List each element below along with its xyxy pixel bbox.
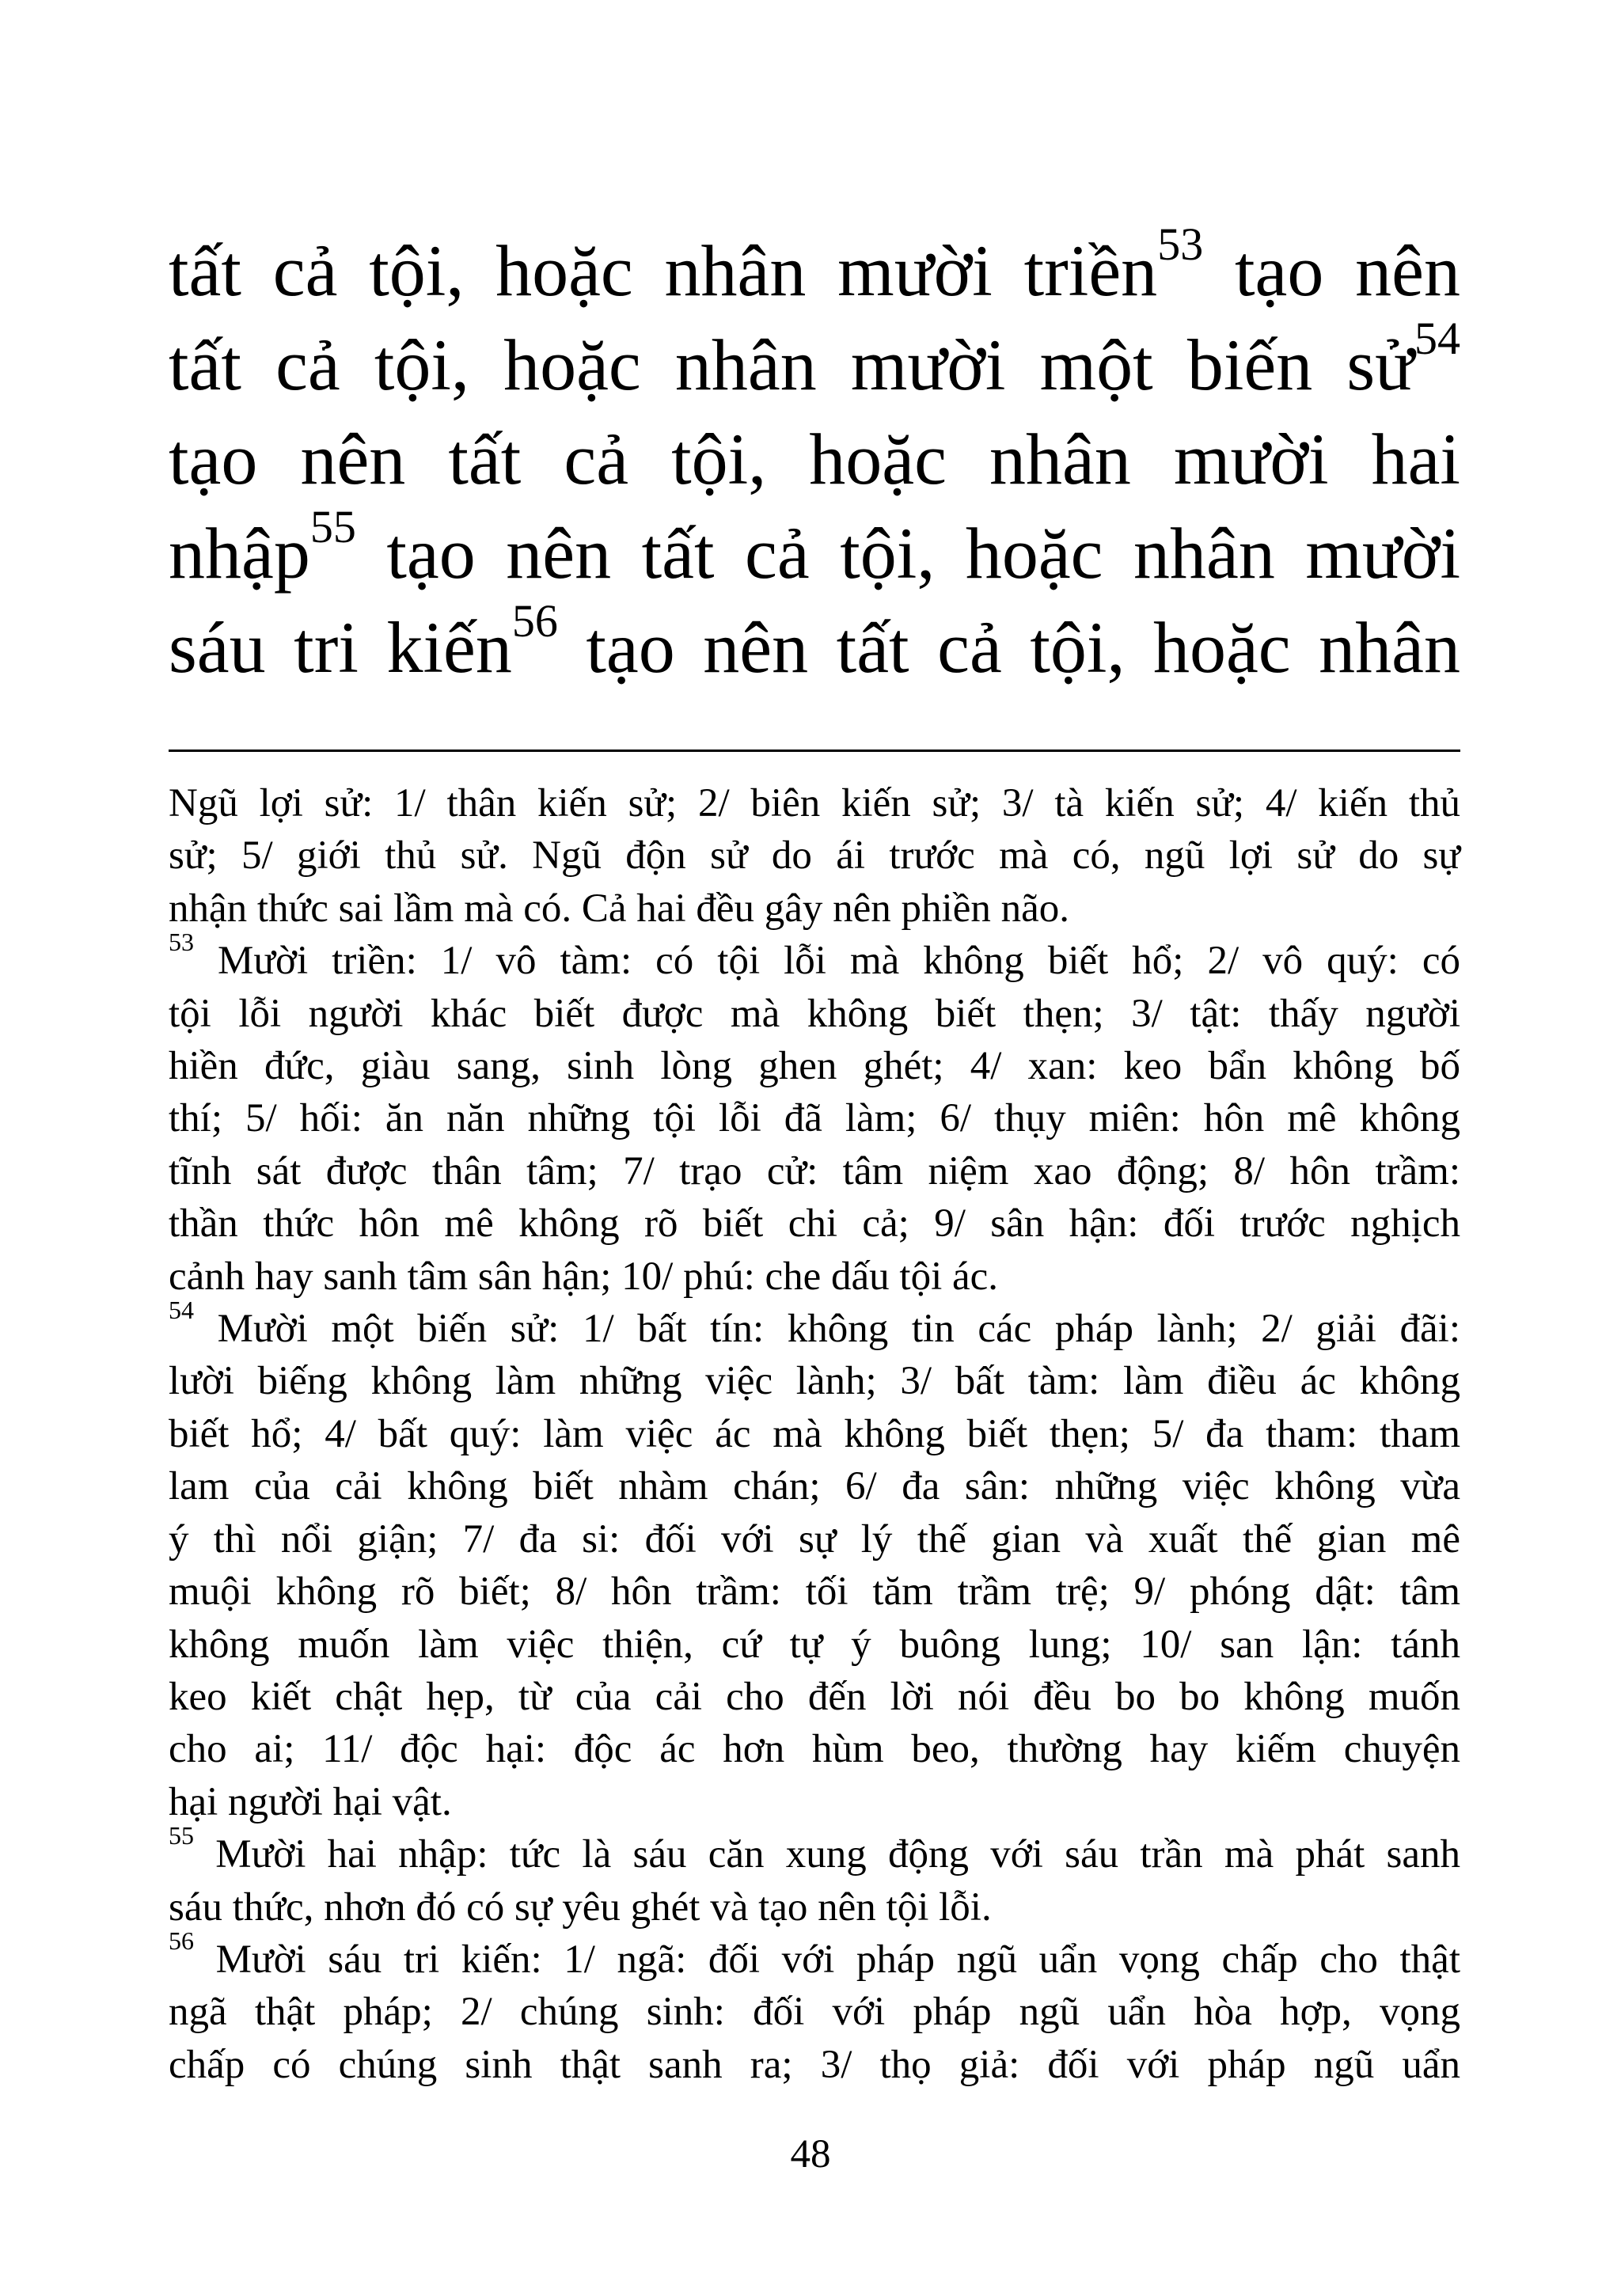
footnote-line xyxy=(169,882,1460,935)
footnote-text: chấp có chúng sinh thật sanh ra; 3/ thọ giả: đối với pháp ngũ uẩn xyxy=(169,2042,1460,2087)
footnote-text: Mười triền: 1/ vô tàm: có tội lỗi mà không biết hổ; 2/ vô quý: có xyxy=(194,939,1460,984)
main-text-line xyxy=(169,594,1460,695)
footnote-text: không muốn làm việc thiện, cứ tự ý buông lung; 10/ san lận: tánh xyxy=(169,1622,1460,1667)
footnote-ref-53: 53 xyxy=(1157,218,1204,270)
footnote-ref-54: 54 xyxy=(1414,312,1460,364)
main-text-segment: tất cả tội, hoặc nhân mười một biến sử xyxy=(169,324,1414,405)
footnote-text: ý thì nổi giận; 7/ đa si: đối với sự lý thế gian và xuất thế gian mê xyxy=(169,1516,1460,1562)
footnote-text: ngã thật pháp; 2/ chúng sinh: đối với pháp ngũ uẩn hòa hợp, vọng xyxy=(169,1990,1460,2035)
main-text-segment: sáu tri kiến xyxy=(169,607,512,688)
footnote-text: biết hổ; 4/ bất quý: làm việc ác mà không biết thẹn; 5/ đa tham: tham xyxy=(169,1411,1460,1456)
footnote-line xyxy=(169,1250,1460,1303)
footnote-ref-56: 56 xyxy=(511,594,558,647)
footnote-line xyxy=(169,1145,1460,1197)
main-text-line xyxy=(169,218,1460,318)
footnote-line xyxy=(169,1296,1460,1355)
main-text-line xyxy=(169,500,1460,601)
main-text-segment: tạo nên tất cả tội, hoặc nhân mười xyxy=(355,513,1460,594)
main-text-line xyxy=(169,412,1460,507)
footnote-line xyxy=(169,1513,1460,1565)
footnote-line xyxy=(169,1355,1460,1407)
main-text-segment: tạo nên tất cả tội, hoặc nhân mười hai xyxy=(169,419,1460,499)
footnote-text: thần thức hôn mê không rõ biết chi cả; 9/ sân hận: đối trước nghịch xyxy=(169,1201,1460,1247)
footnote-text: cho ai; 11/ độc hại: độc ác hơn hùm beo, thường hay kiếm chuyện xyxy=(169,1727,1460,1772)
footnote-line xyxy=(169,1723,1460,1775)
footnote-number: 54 xyxy=(169,1296,194,1325)
footnote-line xyxy=(169,1565,1460,1618)
footnote-text: hiền đức, giàu sang, sinh lòng ghen ghét; 4/ xan: keo bẩn không bố xyxy=(169,1044,1460,1089)
footnote-number: 53 xyxy=(169,928,194,957)
footnote-number: 56 xyxy=(169,1926,194,1956)
footnote-text: tội lỗi người khác biết được mà không biết thẹn; 3/ tật: thấy người xyxy=(169,991,1460,1036)
footnote-line xyxy=(169,1197,1460,1250)
footnote-text: sáu thức, nhơn đó có sự yêu ghét và tạo nên tội lỗi. xyxy=(169,1884,992,1930)
main-text-segment: tạo nên tất cả tội, hoặc nhân xyxy=(557,607,1460,688)
main-text-segment: tạo nên xyxy=(1203,230,1460,311)
footnote-text: Mười sáu tri kiến: 1/ ngã: đối với pháp ngũ uẩn vọng chấp cho thật xyxy=(194,1937,1460,1982)
footnote-text: nhận thức sai lầm mà có. Cả hai đều gây nên phiền não. xyxy=(169,886,1069,931)
footnote-text: lười biếng không làm những việc lành; 3/ bất tàm: làm điều ác không xyxy=(169,1359,1460,1404)
footnote-text: tĩnh sát được thân tâm; 7/ trạo cử: tâm niệm xao động; 8/ hôn trầm: xyxy=(169,1148,1460,1194)
footnote-text: Ngũ lợi sử: 1/ thân kiến sử; 2/ biên kiến sử; 3/ tà kiến sử; 4/ kiến thủ xyxy=(169,781,1460,825)
footnote-line xyxy=(169,988,1460,1040)
footnote-text: thí; 5/ hối: ăn năn những tội lỗi đã làm; 6/ thụy miên: hôn mê không xyxy=(169,1096,1460,1141)
main-text-segment: nhập xyxy=(169,513,310,594)
footnote-line xyxy=(169,829,1460,882)
footnote-line xyxy=(169,1881,1460,1934)
footnote-line xyxy=(169,928,1460,987)
footnote-text: keo kiết chật hẹp, từ của cải cho đến lời nói đều bo bo không muốn xyxy=(169,1674,1460,1719)
footnote-text: sử; 5/ giới thủ sử. Ngũ độn sử do ái trước mà có, ngũ lợi sử do sự xyxy=(169,833,1460,879)
footnote-separator xyxy=(169,750,1460,752)
footnote-line xyxy=(169,1926,1460,1986)
footnote-text: cảnh hay sanh tâm sân hận; 10/ phú: che dấu tội ác. xyxy=(169,1254,999,1299)
footnote-text: lam của cải không biết nhàm chán; 6/ đa sân: những việc không vừa xyxy=(169,1464,1460,1509)
footnote-line xyxy=(169,1776,1460,1828)
footnote-text: Mười một biến sử: 1/ bất tín: không tin các pháp lành; 2/ giải đãi: xyxy=(194,1307,1460,1352)
footnote-line xyxy=(169,1040,1460,1092)
footnote-text: hại người hại vật. xyxy=(169,1779,452,1824)
footnote-line xyxy=(169,1460,1460,1512)
main-text-line xyxy=(169,312,1460,412)
footnote-line xyxy=(169,1408,1460,1460)
footnote-line xyxy=(169,1619,1460,1671)
footnote-ref-55: 55 xyxy=(309,500,356,552)
footnote-line xyxy=(169,1821,1460,1880)
footnote-line xyxy=(169,1986,1460,2038)
footnote-text: Mười hai nhập: tức là sáu căn xung động với sáu trần mà phát sanh xyxy=(194,1832,1460,1877)
main-text-block xyxy=(169,218,1460,695)
footnote-line xyxy=(169,2039,1460,2091)
main-text-segment: tất cả tội, hoặc nhân mười triền xyxy=(169,230,1158,311)
footnote-line xyxy=(169,1671,1460,1723)
page-number: 48 xyxy=(790,2132,831,2176)
footnote-line xyxy=(169,1092,1460,1144)
footnotes-block xyxy=(169,777,1460,2091)
footnote-line xyxy=(169,777,1460,829)
footnote-number: 55 xyxy=(169,1821,194,1850)
footnote-text: muội không rõ biết; 8/ hôn trầm: tối tăm trầm trệ; 9/ phóng dật: tâm xyxy=(169,1569,1460,1615)
